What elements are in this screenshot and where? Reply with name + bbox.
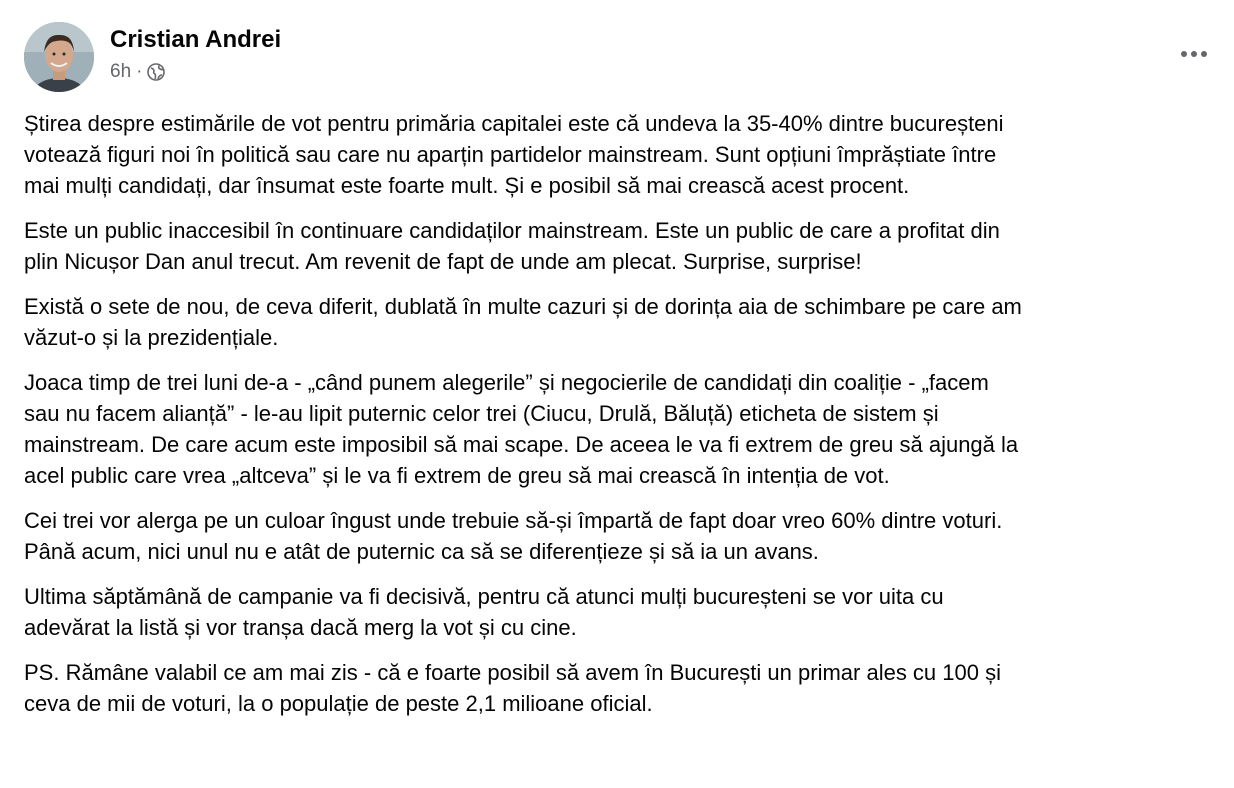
post-paragraph	[24, 108, 1234, 201]
paragraph-line: Există o sete de nou, de ceva diferit, dublată în multe cazuri și de dorința aia de schimbare pe care am	[24, 294, 1022, 319]
paragraph-line: acel public care vrea „altceva” și le va fi extrem de greu să mai crească în intenția de vot.	[24, 463, 890, 488]
paragraph-line: Joaca timp de trei luni de-a - „când punem alegerile” și negocierile de candidați din coaliție - „facem	[24, 370, 989, 395]
paragraph-line: Știrea despre estimările de vot pentru primăria capitalei este că undeva la 35-40% dintre bucureșteni	[24, 111, 1004, 136]
post-subline	[110, 60, 281, 84]
post-time[interactable]: 6h	[110, 61, 132, 82]
post-paragraph	[24, 291, 1234, 353]
paragraph-line: ceva de mii de voturi, la o populație de peste 2,1 milioane oficial.	[24, 691, 653, 716]
avatar[interactable]	[24, 22, 94, 92]
globe-icon[interactable]	[147, 63, 165, 81]
post-header	[24, 22, 1214, 94]
paragraph-line: Ultima săptămână de campanie va fi decisivă, pentru că atunci mulți bucureșteni se vor uita cu	[24, 584, 944, 609]
more-dot	[1191, 51, 1197, 57]
separator-dot: ·	[136, 61, 143, 82]
paragraph-line: sau nu facem alianță” - le-au lipit puternic celor trei (Ciucu, Drulă, Băluță) eticheta de sistem și	[24, 401, 939, 426]
paragraph-line: plin Nicușor Dan anul trecut. Am revenit de fapt de unde am plecat. Surprise, surprise!	[24, 249, 862, 274]
paragraph-line: Cei trei vor alerga pe un culoar îngust unde trebuie să-și împartă de fapt doar vreo 60% dintre voturi.	[24, 508, 1003, 533]
more-options-icon[interactable]	[1174, 34, 1214, 74]
author-name[interactable]: Cristian Andrei	[110, 26, 282, 53]
paragraph-line: văzut-o și la prezidențiale.	[24, 325, 279, 350]
paragraph-line: Este un public inaccesibil în continuare candidaților mainstream. Este un public de care a profitat din	[24, 218, 1000, 243]
more-dot	[1181, 51, 1187, 57]
post-meta	[110, 24, 281, 84]
paragraph-line: adevărat la listă și vor tranșa dacă merg la vot și cu cine.	[24, 615, 577, 640]
more-dot	[1201, 51, 1207, 57]
paragraph-line: votează figuri noi în politică sau care nu aparțin partidelor mainstream. Sunt opțiuni împrăștiate între	[24, 142, 997, 167]
paragraph-line: PS. Rămâne valabil ce am mai zis - că e foarte posibil să avem în București un primar ales cu 100 și	[24, 660, 1001, 685]
post-paragraph	[24, 215, 1234, 277]
post-paragraph	[24, 367, 1234, 491]
post-body	[24, 108, 1234, 733]
post-paragraph	[24, 581, 1234, 643]
paragraph-line: mainstream. De care acum este imposibil să mai scape. De aceea le va fi extrem de greu să ajungă la	[24, 432, 1019, 457]
post-paragraph	[24, 657, 1234, 719]
post-paragraph	[24, 505, 1234, 567]
paragraph-line: Până acum, nici unul nu e atât de puternic ca să se diferențieze și să ia un avans.	[24, 539, 819, 564]
paragraph-line: mai mulți candidați, dar însumat este foarte mult. Și e posibil să mai crească acest procent.	[24, 173, 910, 198]
profile-photo	[24, 22, 94, 92]
